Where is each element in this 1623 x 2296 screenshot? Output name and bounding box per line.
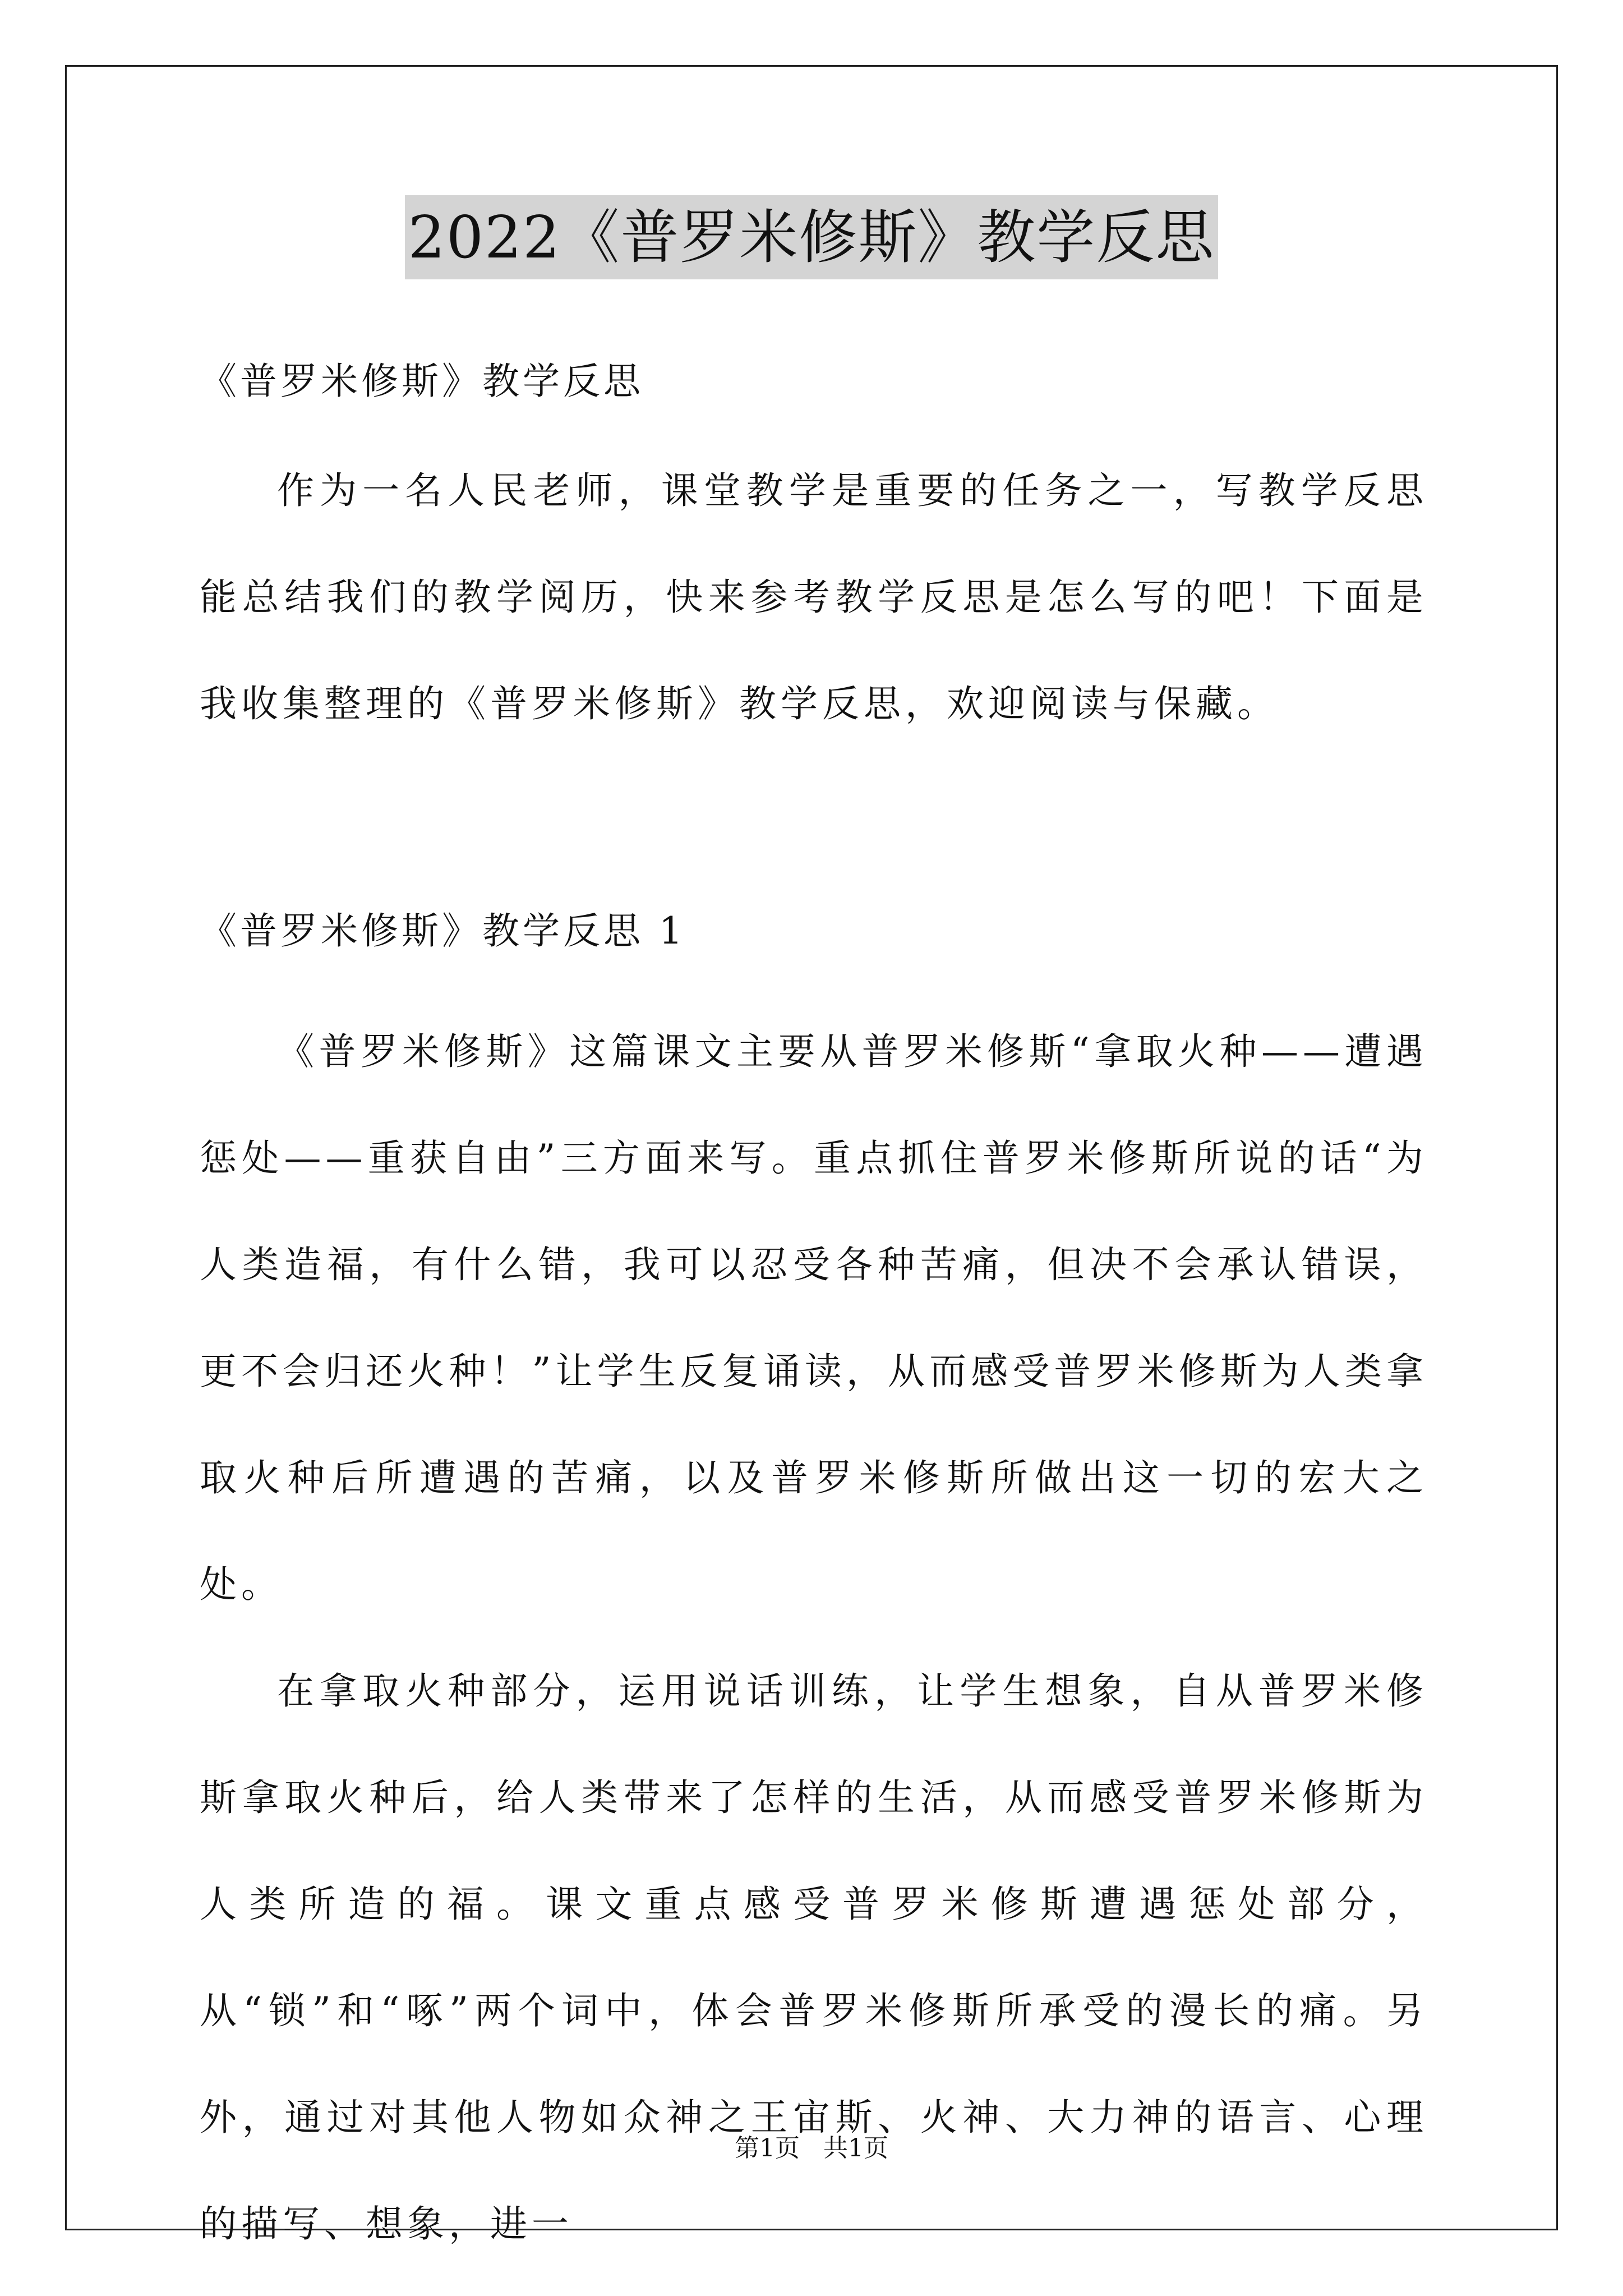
page-number-total: 共1页 — [823, 2134, 888, 2162]
page-footer — [0, 2132, 1623, 2165]
section1-paragraph-1: 《普罗米修斯》这篇课文主要从普罗米修斯“拿取火种——遭遇惩处——重获自由”三方面来写。重点抓住普罗米修斯所说的话“为人类造福，有什么错，我可以忍受各种苦痛，但决不会承认错误，更不会归还火种！”让学生反复诵读，从而感受普罗米修斯为人类拿取火种后所遭遇的苦痛，以及普罗米修斯所做出这一切的宏大之处。 — [200, 1030, 1428, 1606]
title-container — [0, 195, 1623, 279]
page-number-current: 第1页 — [735, 2134, 800, 2162]
document-title: 2022《普罗米修斯》教学反思 — [405, 195, 1219, 279]
section1-paragraph-2: 在拿取火种部分，运用说话训练，让学生想象，自从普罗米修斯拿取火种后，给人类带来了怎样的生活，从而感受普罗米修斯为人类所造的福。课文重点感受普罗米修斯遭遇惩处部分，从“锁”和“啄”两个词中，体会普罗米修斯所承受的漫长的痛。另外，通过对其他人物如众神之王宙斯、火神、大力神的语言、心理的描写、想象，进一 — [200, 1669, 1428, 2246]
intro-paragraph: 作为一名人民老师，课堂教学是重要的任务之一，写教学反思能总结我们的教学阅历，快来参考教学反思是怎么写的吧！下面是我收集整理的《普罗米修斯》教学反思，欢迎阅读与保藏。 — [200, 469, 1428, 725]
intro-heading: 《普罗米修斯》教学反思 — [200, 360, 644, 403]
document-body — [200, 314, 1428, 2277]
section-heading-1: 《普罗米修斯》教学反思 1 — [200, 909, 686, 953]
